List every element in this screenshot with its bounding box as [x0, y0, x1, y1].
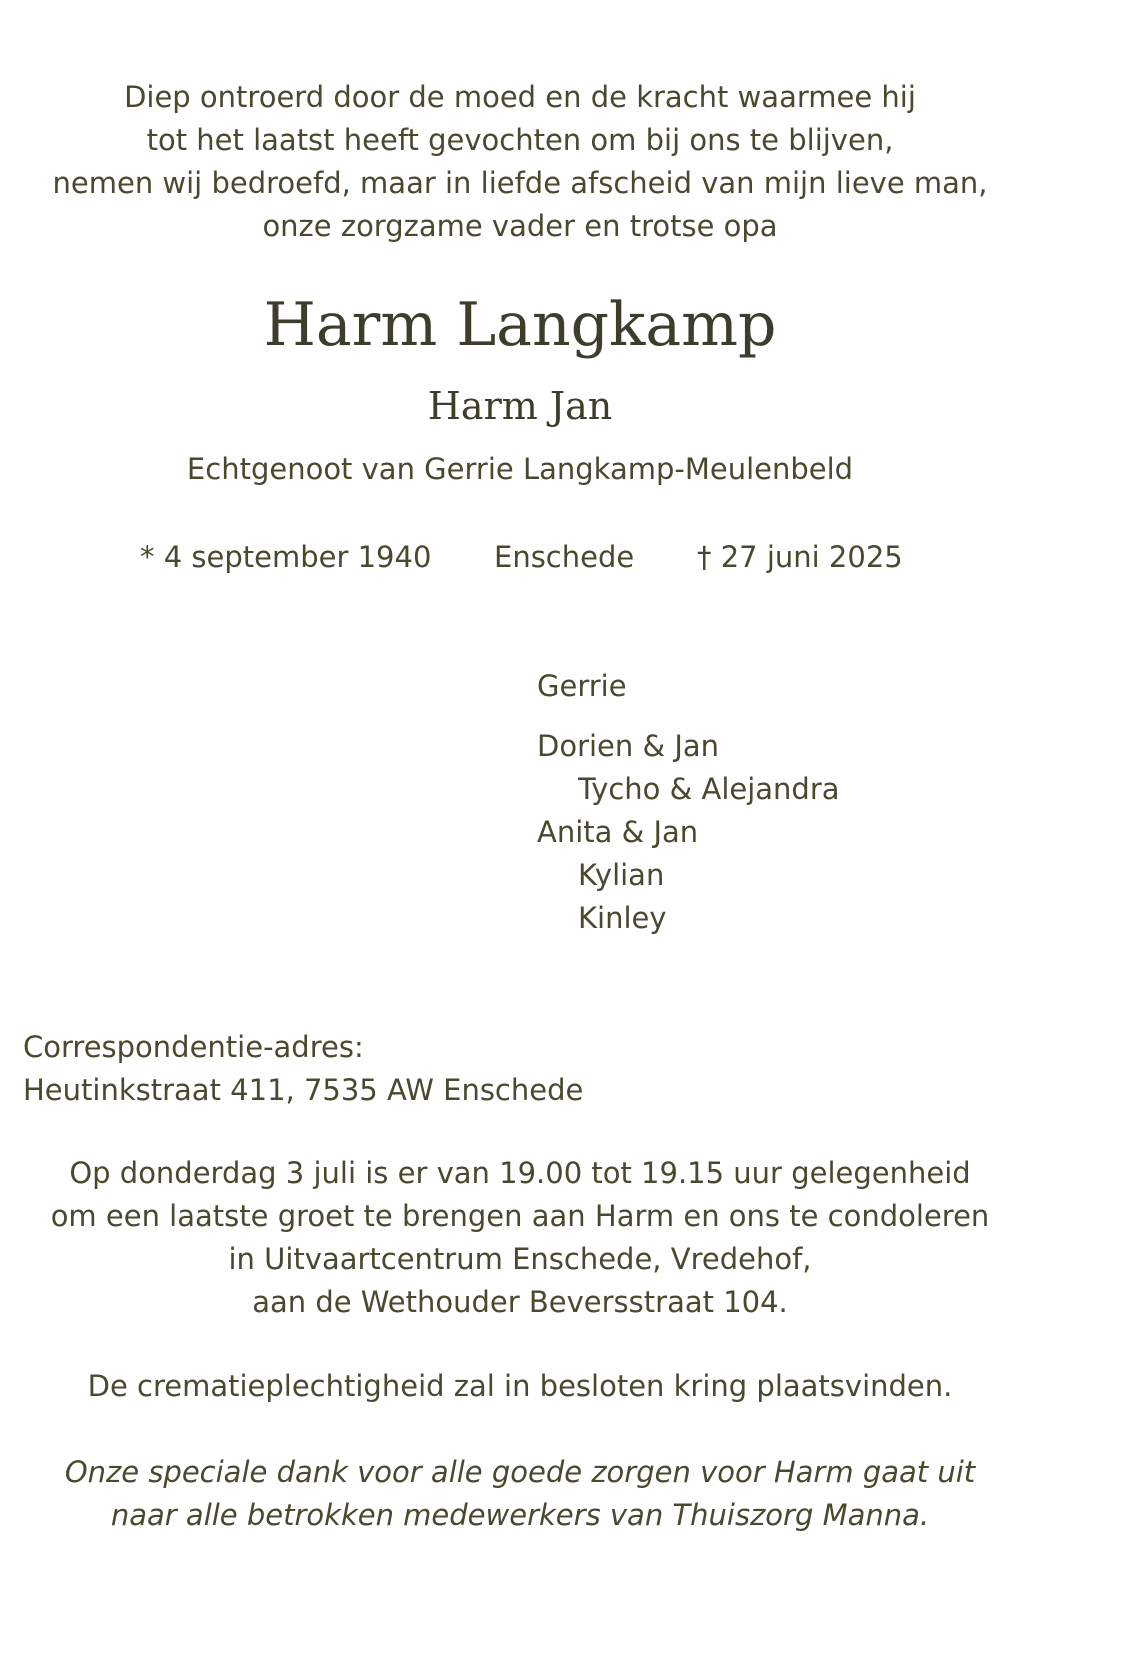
visitation-line: in Uitvaartcentrum Enschede, Vredehof,	[228, 1242, 812, 1276]
family-grandchild: Tycho & Alejandra	[578, 772, 840, 806]
thanks-line: Onze speciale dank voor alle goede zorgen voor Harm gaat uit	[64, 1455, 976, 1489]
birth-date: * 4 september 1940	[140, 540, 432, 574]
intro-line: onze zorgzame vader en trotse opa	[262, 209, 778, 243]
thanks-line: naar alle betrokken medewerkers van Thuiszorg Manna.	[110, 1498, 930, 1532]
death-date: † 27 juni 2025	[697, 540, 903, 574]
place: Enschede	[494, 540, 635, 574]
intro-line: Diep ontroerd door de moed en de kracht waarmee hij	[124, 80, 916, 114]
intro-text	[0, 76, 1040, 248]
visitation-line: Op donderdag 3 juli is er van 19.00 tot 19.15 uur gelegenheid	[69, 1156, 971, 1190]
cremation-text	[0, 1365, 1040, 1408]
visitation-text	[0, 1152, 1040, 1324]
family-child: Dorien & Jan	[537, 729, 720, 763]
address-label: Correspondentie-adres:	[23, 1030, 364, 1064]
thanks-text	[0, 1451, 1040, 1537]
spouse-line: Echtgenoot van Gerrie Langkamp-Meulenbeld	[186, 452, 854, 486]
visitation-line: om een laatste groet te brengen aan Harm en ons te condoleren	[50, 1199, 990, 1233]
family-child: Anita & Jan	[537, 815, 699, 849]
intro-line: nemen wij bedroefd, maar in liefde afscheid van mijn lieve man,	[52, 166, 988, 200]
cremation-line: De crematieplechtigheid zal in besloten kring plaatsvinden.	[87, 1369, 953, 1403]
family-grandchild: Kinley	[578, 901, 667, 935]
deceased-nickname: Harm Jan	[427, 384, 613, 428]
intro-line: tot het laatst heeft gevochten om bij ons te blijven,	[146, 123, 894, 157]
address-value: Heutinkstraat 411, 7535 AW Enschede	[23, 1073, 584, 1107]
family-spouse: Gerrie	[537, 669, 627, 703]
deceased-name: Harm Langkamp	[263, 290, 777, 360]
family-grandchild: Kylian	[578, 858, 665, 892]
correspondence-address	[23, 1026, 583, 1112]
visitation-line: aan de Wethouder Beversstraat 104.	[252, 1285, 788, 1319]
